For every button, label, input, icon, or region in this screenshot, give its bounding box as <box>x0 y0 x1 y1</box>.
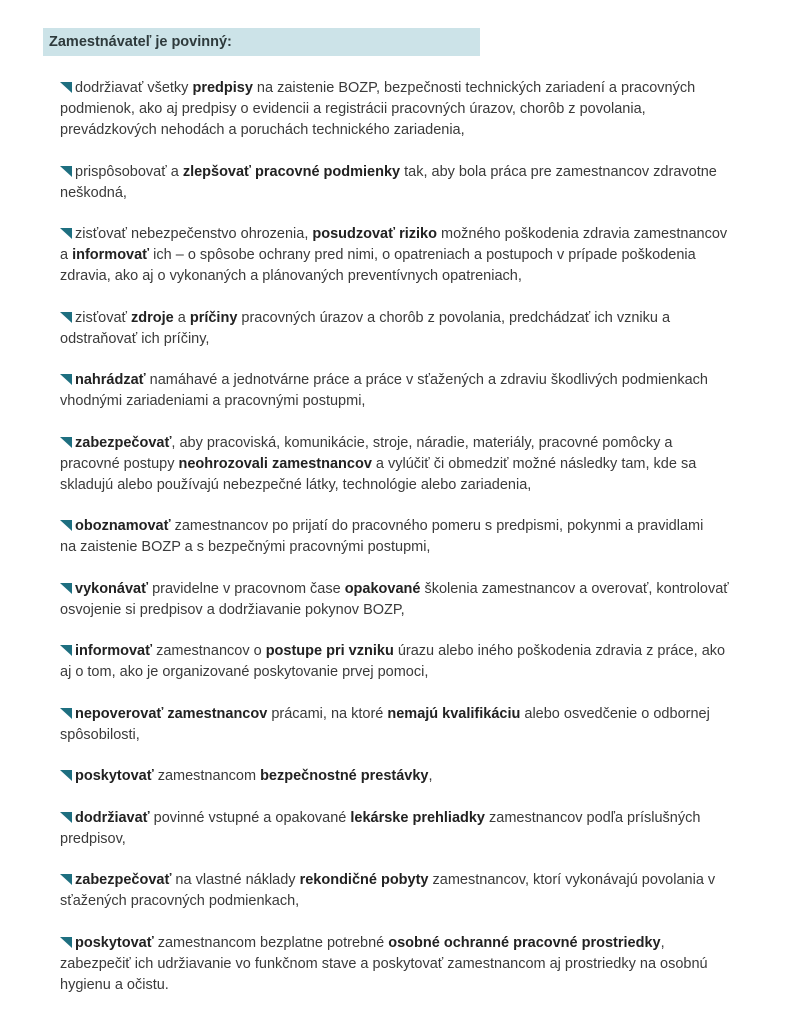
text-run: a <box>60 247 73 263</box>
list-item <box>60 370 780 412</box>
corner-triangle-icon <box>60 812 72 823</box>
list-item <box>60 308 780 350</box>
text-run: zamestnancom bezplatne potrebné <box>153 934 389 951</box>
corner-triangle-icon <box>60 374 72 385</box>
text-run: osvojenie si predpisov a dodržiavanie pokynov BOZP, <box>60 601 405 618</box>
text-run: zdravia, ako aj o vykonaných a plánovaných preventívnych opatreniach, <box>60 268 522 284</box>
list-item <box>60 704 780 746</box>
bold-term: zabezpečovať <box>75 434 172 451</box>
text-run: na zaistenie BOZP, bezpečnosti technických zariadení a pracovných <box>252 80 696 96</box>
text-run: dodržiavať všetky <box>75 80 193 96</box>
corner-triangle-icon <box>60 645 72 656</box>
list-item <box>60 870 780 912</box>
text-run: predpisov, <box>60 830 126 847</box>
list-item <box>60 766 780 787</box>
text-run: hygienu a očistu. <box>60 976 169 993</box>
text-run: pracovné postupy <box>60 455 179 472</box>
text-run: podmienok, ako aj predpisy o evidencii a registrácii pracovných úrazov, chorôb z povolania, <box>60 101 646 117</box>
text-run: prácami, na ktoré <box>267 705 388 722</box>
bold-term: nahrádzať <box>75 372 146 388</box>
text-run: zisťovať <box>75 309 132 326</box>
corner-triangle-icon <box>60 583 72 594</box>
text-run: , <box>428 768 433 784</box>
bold-term: informovať <box>72 247 150 263</box>
corner-triangle-icon <box>60 228 72 239</box>
corner-triangle-icon <box>60 874 72 885</box>
list-item <box>60 933 780 996</box>
corner-triangle-icon <box>60 520 72 531</box>
text-run: úrazu alebo iného poškodenia zdravia z práce, ako <box>393 643 726 659</box>
text-run: a <box>173 309 190 326</box>
text-run: prevádzkových nehodách a poruchách technického zariadenia, <box>60 122 465 138</box>
bold-term: rekondičné pobyty <box>299 872 429 888</box>
text-run: aj o tom, ako je organizované poskytovanie prvej pomoci, <box>60 664 429 680</box>
bold-term: zlepšovať pracovné podmienky <box>182 163 401 180</box>
text-run: zabezpečiť ich udržiavanie vo funkčnom stave a poskytovať zamestnancom aj prostriedky na osobnú <box>60 955 708 972</box>
text-run: zamestnancom <box>153 768 261 784</box>
text-run: zamestnancov o <box>152 643 266 659</box>
corner-triangle-icon <box>60 82 72 93</box>
corner-triangle-icon <box>60 708 72 719</box>
text-run: zamestnancov podľa príslušných <box>485 809 701 826</box>
bold-term: nepoverovať zamestnancov <box>75 705 268 722</box>
list-item <box>60 579 780 621</box>
text-run: zisťovať nebezpečenstvo ohrozenia, <box>75 226 313 242</box>
text-run: pravidelne v pracovnom čase <box>148 580 345 597</box>
bold-term: nemajú kvalifikáciu <box>387 705 521 722</box>
bold-term: postupe pri vzniku <box>265 643 394 659</box>
corner-triangle-icon <box>60 312 72 323</box>
text-run: a vylúčiť či obmedziť možné následky tam, kde sa <box>371 455 697 472</box>
corner-triangle-icon <box>60 166 72 177</box>
text-run: sťažených pracovných podmienkach, <box>60 893 300 909</box>
bold-term: dodržiavať <box>75 809 150 826</box>
text-run: na vlastné náklady <box>171 872 300 888</box>
text-run: školenia zamestnancov a overovať, kontrolovať <box>420 580 729 597</box>
text-run: ich – o spôsobe ochrany pred nimi, o opatreniach a postupoch v prípade poškodenia <box>149 247 696 263</box>
text-run: tak, aby bola práca pre zamestnancov zdravotne <box>400 163 717 180</box>
corner-triangle-icon <box>60 770 72 781</box>
list-item <box>60 516 780 558</box>
text-run: vhodnými zariadeniami a pracovnými postupmi, <box>60 393 366 409</box>
bold-term: poskytovať <box>75 934 154 951</box>
text-run: pracovných úrazov a chorôb z povolania, predchádzať ich vzniku a <box>237 309 671 326</box>
text-run: možného poškodenia zdravia zamestnancov <box>436 226 728 242</box>
text-run: namáhavé a jednotvárne práce a práce v sťažených a zdraviu škodlivých podmienkach <box>145 372 709 388</box>
text-run: spôsobilosti, <box>60 726 140 743</box>
list-item <box>60 808 780 850</box>
text-run: , <box>660 934 665 951</box>
bold-term: bezpečnostné prestávky <box>260 768 429 784</box>
bold-term: lekárske prehliadky <box>350 809 485 826</box>
text-run: zamestnancov po prijatí do pracovného pomeru s predpismi, pokynmi a pravidlami <box>170 518 704 534</box>
bold-term: neohrozovali zamestnancov <box>178 455 372 472</box>
text-run: neškodná, <box>60 184 127 201</box>
list-item <box>60 433 780 496</box>
bold-term: poskytovať <box>75 768 154 784</box>
obligations-list <box>60 78 780 1016</box>
list-item <box>60 162 780 204</box>
bold-term: posudzovať riziko <box>312 226 437 242</box>
bold-term: príčiny <box>189 309 238 326</box>
bold-term: vykonávať <box>75 580 149 597</box>
bold-term: zdroje <box>131 309 174 326</box>
bold-term: opakované <box>344 580 421 597</box>
bold-term: informovať <box>75 643 153 659</box>
text-run: prispôsobovať a <box>75 163 183 180</box>
list-item <box>60 224 780 287</box>
list-item <box>60 641 780 683</box>
text-run: skladujú alebo používajú nebezpečné látky, technológie alebo zariadenia, <box>60 476 532 493</box>
bold-term: oboznamovať <box>75 518 171 534</box>
corner-triangle-icon <box>60 437 72 448</box>
section-heading: Zamestnávateľ je povinný: <box>43 28 480 56</box>
bold-term: zabezpečovať <box>75 872 172 888</box>
text-run: na zaistenie BOZP a s bezpečnými pracovnými postupmi, <box>60 539 431 555</box>
text-run: alebo osvedčenie o odbornej <box>520 705 710 722</box>
text-run: povinné vstupné a opakované <box>149 809 351 826</box>
list-item <box>60 78 780 141</box>
text-run: odstraňovať ich príčiny, <box>60 330 210 347</box>
text-run: , aby pracoviská, komunikácie, stroje, náradie, materiály, pracovné pomôcky a <box>171 434 673 451</box>
corner-triangle-icon <box>60 937 72 948</box>
bold-term: predpisy <box>192 80 253 96</box>
bold-term: osobné ochranné pracovné prostriedky <box>388 934 661 951</box>
text-run: zamestnancov, ktorí vykonávajú povolania v <box>428 872 716 888</box>
